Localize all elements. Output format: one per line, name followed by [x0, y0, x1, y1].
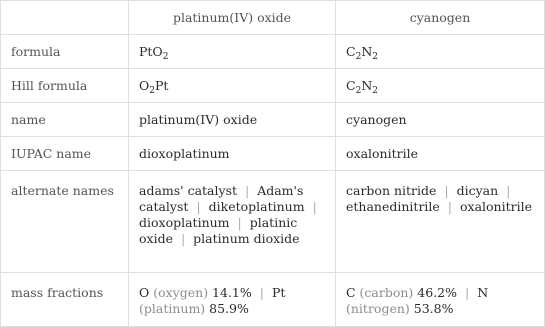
alternate-names-cyanogen [336, 171, 545, 273]
formula-row [1, 35, 545, 69]
row-label-hill-formula: Hill formula [1, 69, 129, 103]
alternate-name: ethanedinitrile [346, 199, 440, 214]
iupac-name-platinum-oxide: dioxoplatinum [129, 137, 336, 171]
row-label-formula: formula [1, 35, 129, 69]
iupac-name-row [1, 137, 545, 171]
row-label-mass-fractions: mass fractions [1, 273, 129, 327]
mass-fractions-platinum-oxide [129, 273, 336, 327]
alternate-name: carbon nitride [346, 183, 437, 198]
alternate-name: Adam's catalyst [139, 183, 304, 214]
separator: | [447, 199, 453, 214]
hill-formula-cyanogen: $C_2N_2$ [336, 69, 545, 103]
hill-formula-platinum-oxide: $O_2Pt$ [129, 69, 336, 103]
corner-cell [1, 1, 129, 35]
alternate-names-row [1, 171, 545, 273]
mass-fraction: Pt (platinum) 85.9% [139, 285, 286, 316]
alternate-name: adams' catalyst [139, 183, 238, 198]
header-row [1, 1, 545, 35]
formula-platinum-oxide: PtO$_2$ [129, 35, 336, 69]
mass-fractions-row [1, 273, 545, 327]
alternate-name: dioxoplatinum [139, 215, 230, 230]
hill-formula-row [1, 69, 545, 103]
mass-fractions-cyanogen [336, 273, 545, 327]
separator: | [196, 199, 201, 214]
alternate-names-platinum-oxide [129, 171, 336, 273]
mass-fraction: O (oxygen) 14.1% [139, 285, 252, 300]
name-row [1, 103, 545, 137]
separator: | [506, 183, 511, 198]
separator: | [237, 215, 242, 230]
column-header-cyanogen: cyanogen [336, 1, 545, 35]
row-label-iupac-name: IUPAC name [1, 137, 129, 171]
column-header-platinum-oxide: platinum(IV) oxide [129, 1, 336, 35]
separator: | [444, 183, 449, 198]
mass-fraction: C (carbon) 46.2% [346, 285, 457, 300]
name-platinum-oxide: platinum(IV) oxide [129, 103, 336, 137]
separator: | [245, 183, 250, 198]
formula-cyanogen: $C_2N_2$ [336, 35, 545, 69]
alternate-name: platinic oxide [139, 215, 298, 246]
name-cyanogen: cyanogen [336, 103, 545, 137]
alternate-name: dicyan [456, 183, 499, 198]
separator: | [180, 231, 186, 246]
mass-fraction: N (nitrogen) 53.8% [346, 285, 489, 316]
alternate-name: oxalonitrile [460, 199, 532, 214]
row-label-alternate-names: alternate names [1, 171, 129, 273]
separator: | [464, 285, 470, 300]
separator: | [312, 199, 317, 214]
row-label-name: name [1, 103, 129, 137]
iupac-name-cyanogen: oxalonitrile [336, 137, 545, 171]
alternate-name: diketoplatinum [208, 199, 305, 214]
alternate-name: platinum dioxide [193, 231, 300, 246]
separator: | [259, 285, 264, 300]
